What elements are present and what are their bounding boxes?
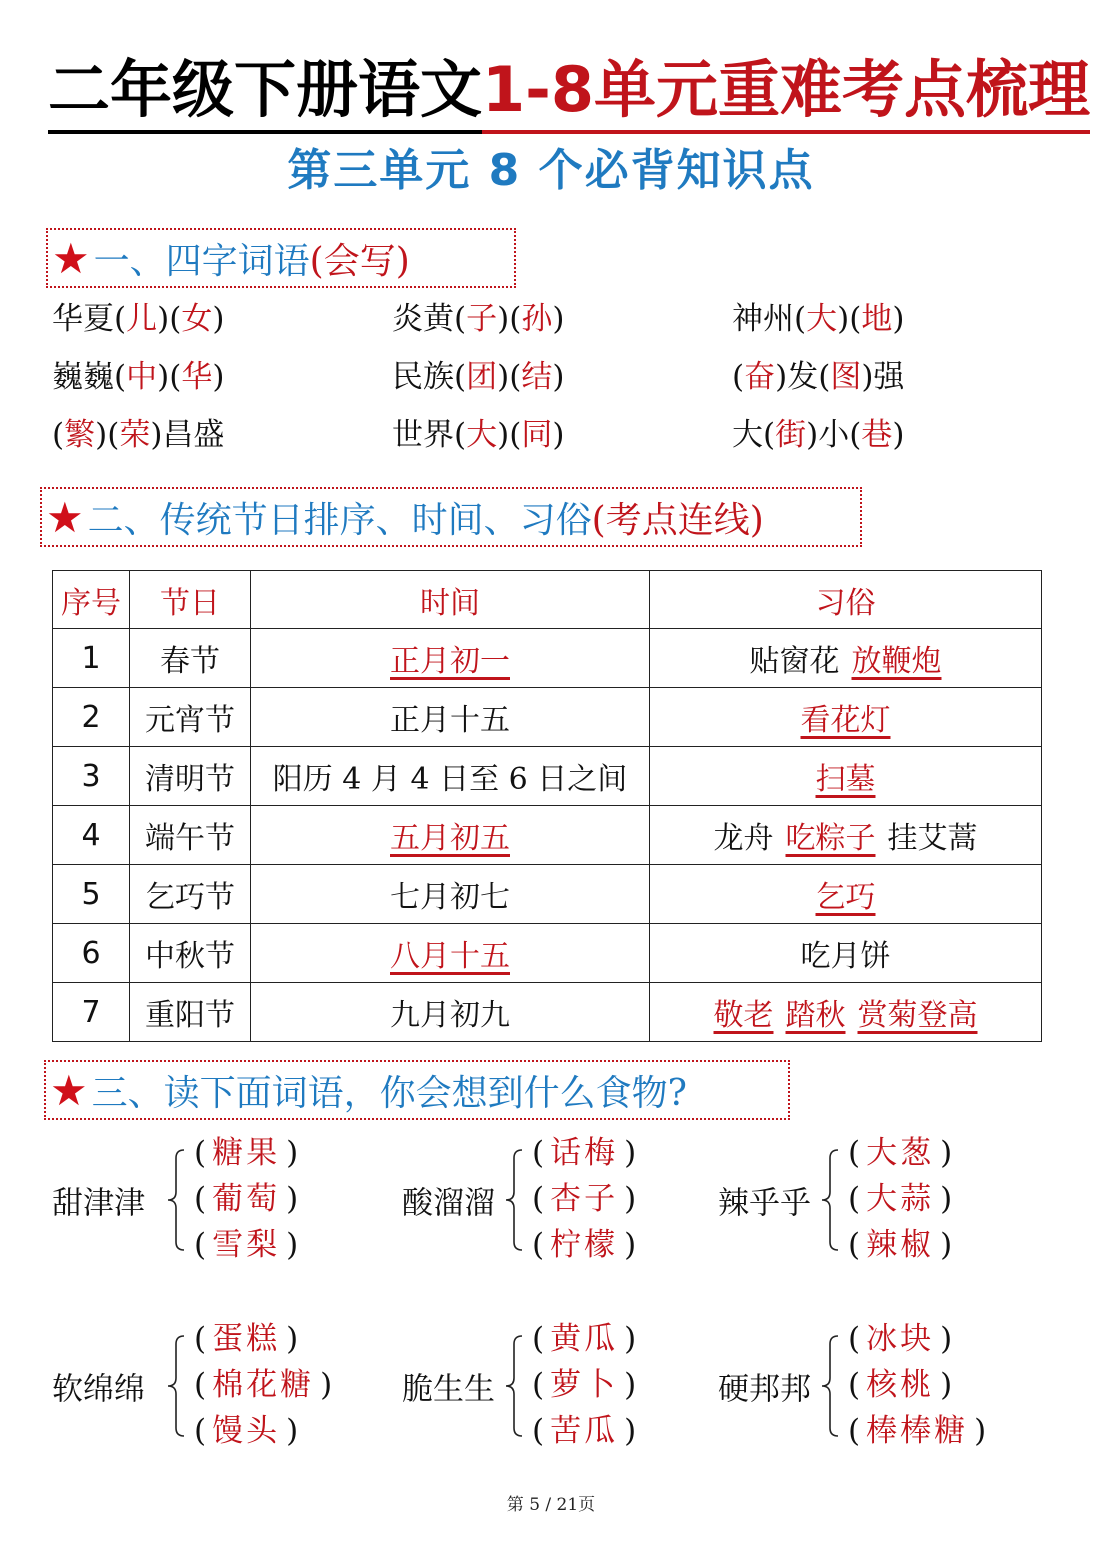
food-answer-text: 杏子 [550,1181,619,1217]
idiom-item [732,416,1052,454]
table-row [53,865,1042,924]
idiom-text: 神州 [732,301,794,337]
food-answer: ( 棒棒糖 ) [848,1413,987,1449]
idiom-text: )昌盛 [150,417,225,453]
idiom-answer: 孙 [521,301,553,337]
food-answer-text: 蛋糕 [212,1321,281,1357]
idiom-text: 大 [732,417,763,453]
idiom-text: ) [892,417,905,453]
idiom-text: 巍巍 [52,359,114,395]
header-cell: 时间 [251,571,650,629]
brace-icon [818,1334,840,1438]
idiom-text: )( [497,417,522,453]
cell-festival: 重阳节 [130,983,251,1042]
idiom-text: )( [157,301,182,337]
idiom-answer: 大 [466,417,498,453]
cell-custom [650,747,1042,806]
idiom-text: )( [157,359,182,395]
cell-time [251,688,650,747]
idiom-answer: 巷 [861,417,893,453]
idiom-text: 炎黄 [392,301,454,337]
section-1-title: 一、四字词语 [93,240,310,282]
idiom-text: 世界 [392,417,454,453]
idiom-text: )强 [861,359,905,395]
idiom-answer: 荣 [119,417,151,453]
food-answer-text: 辣椒 [866,1227,935,1263]
table-row [53,629,1042,688]
idiom-text: ( [454,359,467,395]
cell-number: 4 [53,806,130,865]
answer-text: 五月初五 [390,821,510,856]
idiom-answer: 中 [126,359,158,395]
idiom-item [52,300,392,338]
star-icon: ★ [50,1065,88,1115]
food-answer-text: 黄瓜 [550,1321,619,1357]
food-answer-text: 冰块 [866,1321,935,1357]
idiom-text: )( [95,417,120,453]
idiom-answer: 结 [521,359,553,395]
cell-number: 7 [53,983,130,1042]
idiom-item [392,358,732,396]
answer-text: 看花灯 [800,703,891,738]
section-2-title: 二、传统节日排序、时间、习俗 [87,499,592,541]
cell-time [251,629,650,688]
food-answer: ( 糖果 ) [194,1135,299,1171]
idiom-item [732,300,1052,338]
food-answer: ( 辣椒 ) [848,1227,953,1263]
food-answer: ( 冰块 ) [848,1321,953,1357]
cell-time [251,924,650,983]
cell-custom [650,629,1042,688]
cell-festival: 端午节 [130,806,251,865]
idiom-answer: 街 [775,417,807,453]
idiom-answer: 同 [521,417,553,453]
section-1-note: (会写) [309,240,410,282]
section-heading-1 [46,228,516,288]
cell-text: 挂艾蒿 [887,821,978,856]
idiom-text: ) [552,359,565,395]
answer-text: 八月十五 [390,939,510,974]
star-icon: ★ [52,233,90,283]
idiom-text: ( [732,359,745,395]
idiom-answer: 女 [181,301,213,337]
idiom-text: ) [552,417,565,453]
food-answer-text: 葡萄 [212,1181,281,1217]
cell-custom [650,865,1042,924]
answer-text: 放鞭炮 [851,644,942,679]
food-answer: ( 苦瓜 ) [532,1413,637,1449]
idiom-answer: 奋 [744,359,776,395]
idiom-text: )发( [775,359,831,395]
food-answer: ( 大蒜 ) [848,1181,953,1217]
idiom-text: ( [114,301,127,337]
cell-custom [650,983,1042,1042]
table-row [53,924,1042,983]
cell-text: 正月十五 [390,703,510,738]
food-answer: ( 棉花糖 ) [194,1367,333,1403]
food-answers [848,1130,952,1268]
cell-text: 七月初七 [390,880,510,915]
cell-time [251,983,650,1042]
food-answer-text: 苦瓜 [550,1413,619,1449]
idiom-answer: 地 [861,301,893,337]
food-answers [532,1130,636,1268]
page-title [48,52,1091,134]
answer-text: 吃粽子 [785,821,876,856]
food-answer-text: 棉花糖 [212,1367,315,1403]
cell-festival: 清明节 [130,747,251,806]
idiom-answer: 图 [830,359,862,395]
idiom-text: ) [212,359,225,395]
food-answer: ( 雪梨 ) [194,1227,299,1263]
answer-text: 赏菊登高 [857,998,978,1033]
cell-number: 3 [53,747,130,806]
idiom-item [732,358,1052,396]
cell-text: 吃月饼 [800,939,891,974]
cell-number: 2 [53,688,130,747]
idiom-answer: 华 [181,359,213,395]
food-answer-text: 雪梨 [212,1227,281,1263]
idiom-text: ( [454,301,467,337]
food-answers [532,1316,636,1454]
header-cell: 序号 [53,571,130,629]
idiom-text: ( [114,359,127,395]
answer-text: 扫墓 [815,762,876,797]
cell-festival: 春节 [130,629,251,688]
cell-custom [650,806,1042,865]
food-answer-text: 大葱 [866,1135,935,1171]
cell-text: 阳历 4 月 4 日至 6 日之间 [272,762,628,797]
food-answer: ( 黄瓜 ) [532,1321,637,1357]
food-answer-text: 核桃 [866,1367,935,1403]
cell-number: 1 [53,629,130,688]
food-answer: ( 大葱 ) [848,1135,953,1171]
table-row [53,806,1042,865]
food-answer: ( 萝卜 ) [532,1367,637,1403]
food-answer-text: 馒头 [212,1413,281,1449]
brace-icon [502,1148,524,1252]
food-answer-text: 棒棒糖 [866,1413,969,1449]
idiom-answer: 儿 [126,301,158,337]
food-answer-text: 话梅 [550,1135,619,1171]
idiom-text: ) [212,301,225,337]
table-header-row [53,571,1042,629]
idiom-text: ( [763,417,776,453]
food-answer: ( 话梅 ) [532,1135,637,1171]
food-answer-text: 柠檬 [550,1227,619,1263]
idiom-answer: 团 [466,359,498,395]
food-answer-text: 萝卜 [550,1367,619,1403]
table-row [53,747,1042,806]
food-answers [848,1316,986,1454]
cell-festival: 中秋节 [130,924,251,983]
festival-table [52,570,1042,1042]
food-answer-text: 糖果 [212,1135,281,1171]
idiom-text: ) [552,301,565,337]
cell-custom [650,924,1042,983]
cell-number: 6 [53,924,130,983]
idiom-text: )( [837,301,862,337]
brace-icon [502,1334,524,1438]
idiom-text: ( [52,417,65,453]
cell-festival: 乞巧节 [130,865,251,924]
answer-text: 乞巧 [815,880,876,915]
brace-icon [818,1148,840,1252]
food-answers [194,1316,332,1454]
idiom-text: )( [497,359,522,395]
cell-time [251,806,650,865]
cell-text: 九月初九 [390,998,510,1033]
cell-custom [650,688,1042,747]
food-answer: ( 核桃 ) [848,1367,953,1403]
idiom-text: 华夏 [52,301,114,337]
answer-text: 踏秋 [785,998,846,1033]
food-word: 软绵绵 [52,1371,145,1408]
section-heading-2 [40,487,862,547]
food-answer: ( 杏子 ) [532,1181,637,1217]
table-row [53,983,1042,1042]
food-answer: ( 蛋糕 ) [194,1321,299,1357]
header-cell: 节日 [130,571,251,629]
cell-time [251,865,650,924]
idiom-item [52,358,392,396]
page-number: 第 5 / 21页 [506,1495,596,1515]
title-part-black: 二年级下册语文 [48,52,482,134]
answer-text: 正月初一 [390,644,510,679]
cell-festival: 元宵节 [130,688,251,747]
food-word: 硬邦邦 [718,1371,811,1408]
food-word: 辣乎乎 [718,1185,811,1222]
idiom-item [392,416,732,454]
idiom-text: )小( [806,417,862,453]
idiom-item [392,300,732,338]
page-subtitle: 第三单元 8 个必背知识点 [287,145,815,196]
idiom-text: 民族 [392,359,454,395]
star-icon: ★ [46,492,84,542]
idiom-answer: 繁 [64,417,96,453]
idiom-grid [52,300,1052,454]
food-answers [194,1130,298,1268]
idiom-answer: 大 [806,301,838,337]
table-row [53,688,1042,747]
food-answer: ( 柠檬 ) [532,1227,637,1263]
food-answer-text: 大蒜 [866,1181,935,1217]
cell-text: 龙舟 [713,821,774,856]
idiom-text: ) [892,301,905,337]
answer-text: 敬老 [713,998,774,1033]
cell-text: 贴窗花 [749,644,840,679]
section-2-note: (考点连线) [591,499,764,541]
title-part-red: 1-8单元重难考点梳理 [482,52,1090,134]
idiom-text: ( [454,417,467,453]
header-cell: 习俗 [650,571,1042,629]
cell-number: 5 [53,865,130,924]
idiom-text: ( [794,301,807,337]
section-heading-3 [44,1060,790,1120]
idiom-text: )( [497,301,522,337]
food-word: 甜津津 [52,1185,145,1222]
section-3-title: 三、读下面词语，你会想到什么食物? [91,1072,687,1114]
brace-icon [164,1334,186,1438]
brace-icon [164,1148,186,1252]
idiom-answer: 子 [466,301,498,337]
food-answer: ( 馒头 ) [194,1413,299,1449]
food-word: 酸溜溜 [402,1185,495,1222]
idiom-item [52,416,392,454]
cell-time [251,747,650,806]
food-word: 脆生生 [402,1371,495,1408]
food-answer: ( 葡萄 ) [194,1181,299,1217]
